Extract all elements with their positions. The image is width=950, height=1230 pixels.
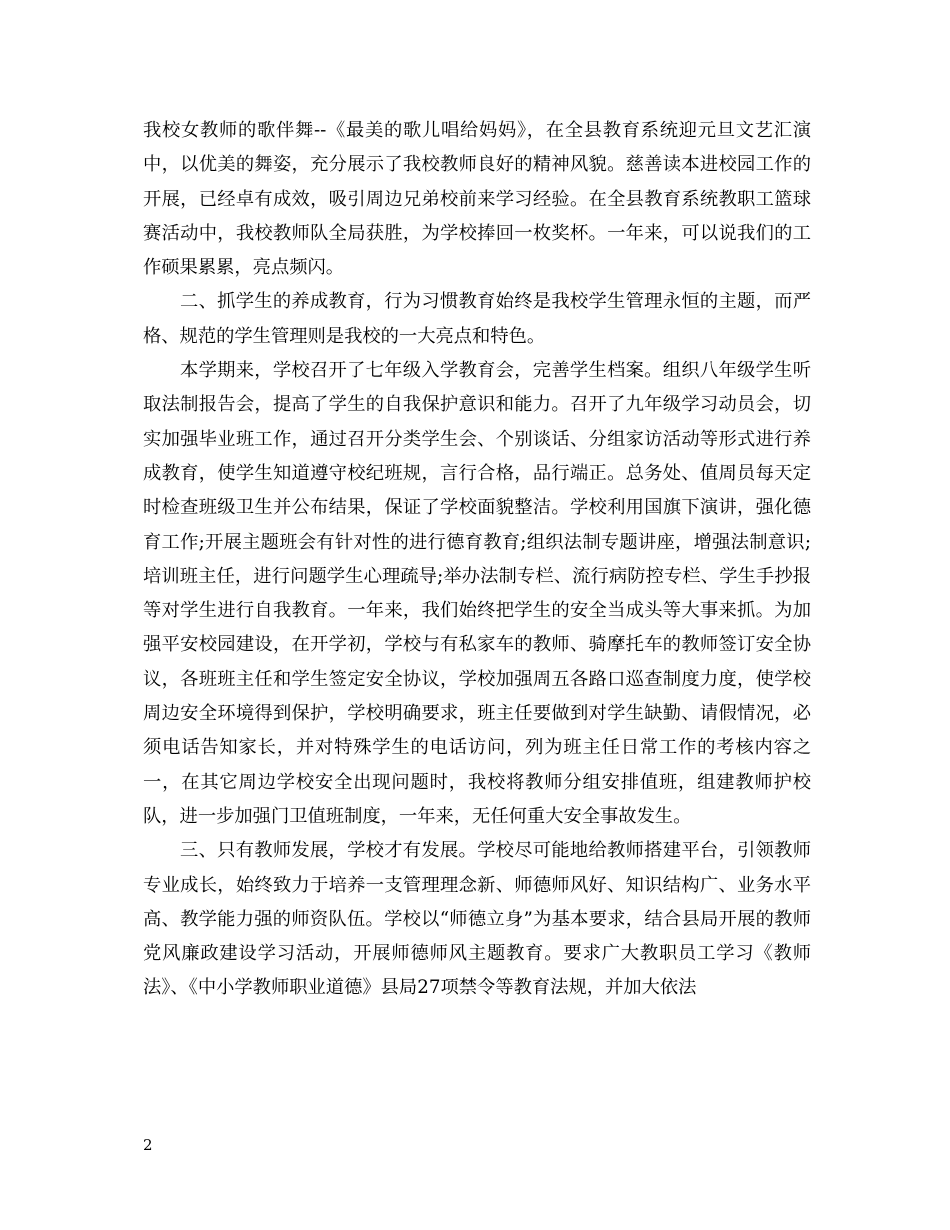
paragraph-2: 二、抓学生的养成教育，行为习惯教育始终是我校学生管理永恒的主题，而严格、规范的学生管理则是我校的一大亮点和特色。 [143,291,811,347]
body-text [143,114,811,1006]
paragraph-3: 本学期来，学校召开了七年级入学教育会，完善学生档案。组织八年级学生听取法制报告会，提高了学生的自我保护意识和能力。召开了九年级学习动员会，切实加强毕业班工作，通过召开分类学生会、个别谈话、分组家访活动等形式进行养成教育，使学生知道遵守校纪班规，言行合格，品行端正。总务处、值周员每天定时检查班级卫生并公布结果，保证了学校面貌整洁。学校利用国旗下演讲，强化德育工作;开展主题班会有针对性的进行德育教育;组织法制专题讲座，增强法制意识;培训班主任，进行问题学生心理疏导;举办法制专栏、流行病防控专栏、学生手抄报等对学生进行自我教育。一年来，我们始终把学生的安全当成头等大事来抓。为加强平安校园建设，在开学初，学校与有私家车的教师、骑摩托车的教师签订安全协议，各班班主任和学生签定安全协议，学校加强周五各路口巡查制度力度，使学校周边安全环境得到保护，学校明确要求，班主任要做到对学生缺勤、请假情况，必须电话告知家长，并对特殊学生的电话访问，列为班主任日常工作的考核内容之一，在其它周边学校安全出现问题时，我校将教师分组安排值班，组建教师护校队，进一步加强门卫值班制度，一年来，无任何重大安全事故发生。 [143,360,811,827]
paragraph-1: 我校女教师的歌伴舞--《最美的歌儿唱给妈妈》，在全县教育系统迎元旦文艺汇演中，以优美的舞姿，充分展示了我校教师良好的精神风貌。慈善读本进校园工作的开展，已经卓有成效，吸引周边兄弟校前来学习经验。在全县教育系统教职工篮球赛活动中，我校教师队全局获胜，为学校捧回一枚奖杯。一年来，可以说我们的工作硕果累累，亮点频闪。 [143,120,811,279]
paragraph-4: 三、只有教师发展，学校才有发展。学校尽可能地给教师搭建平台，引领教师专业成长，始终致力于培养一支管理理念新、师德师风好、知识结构广、业务水平高、教学能力强的师资队伍。学校以“师德立身”为基本要求，结合县局开展的教师党风廉政建设学习活动，开展师德师风主题教育。要求广大教职员工学习《教师法》、《中小学教师职业道德》县局27项禁令等教育法规，并加大依法 [143,840,811,999]
page-number: 2 [143,1136,153,1154]
